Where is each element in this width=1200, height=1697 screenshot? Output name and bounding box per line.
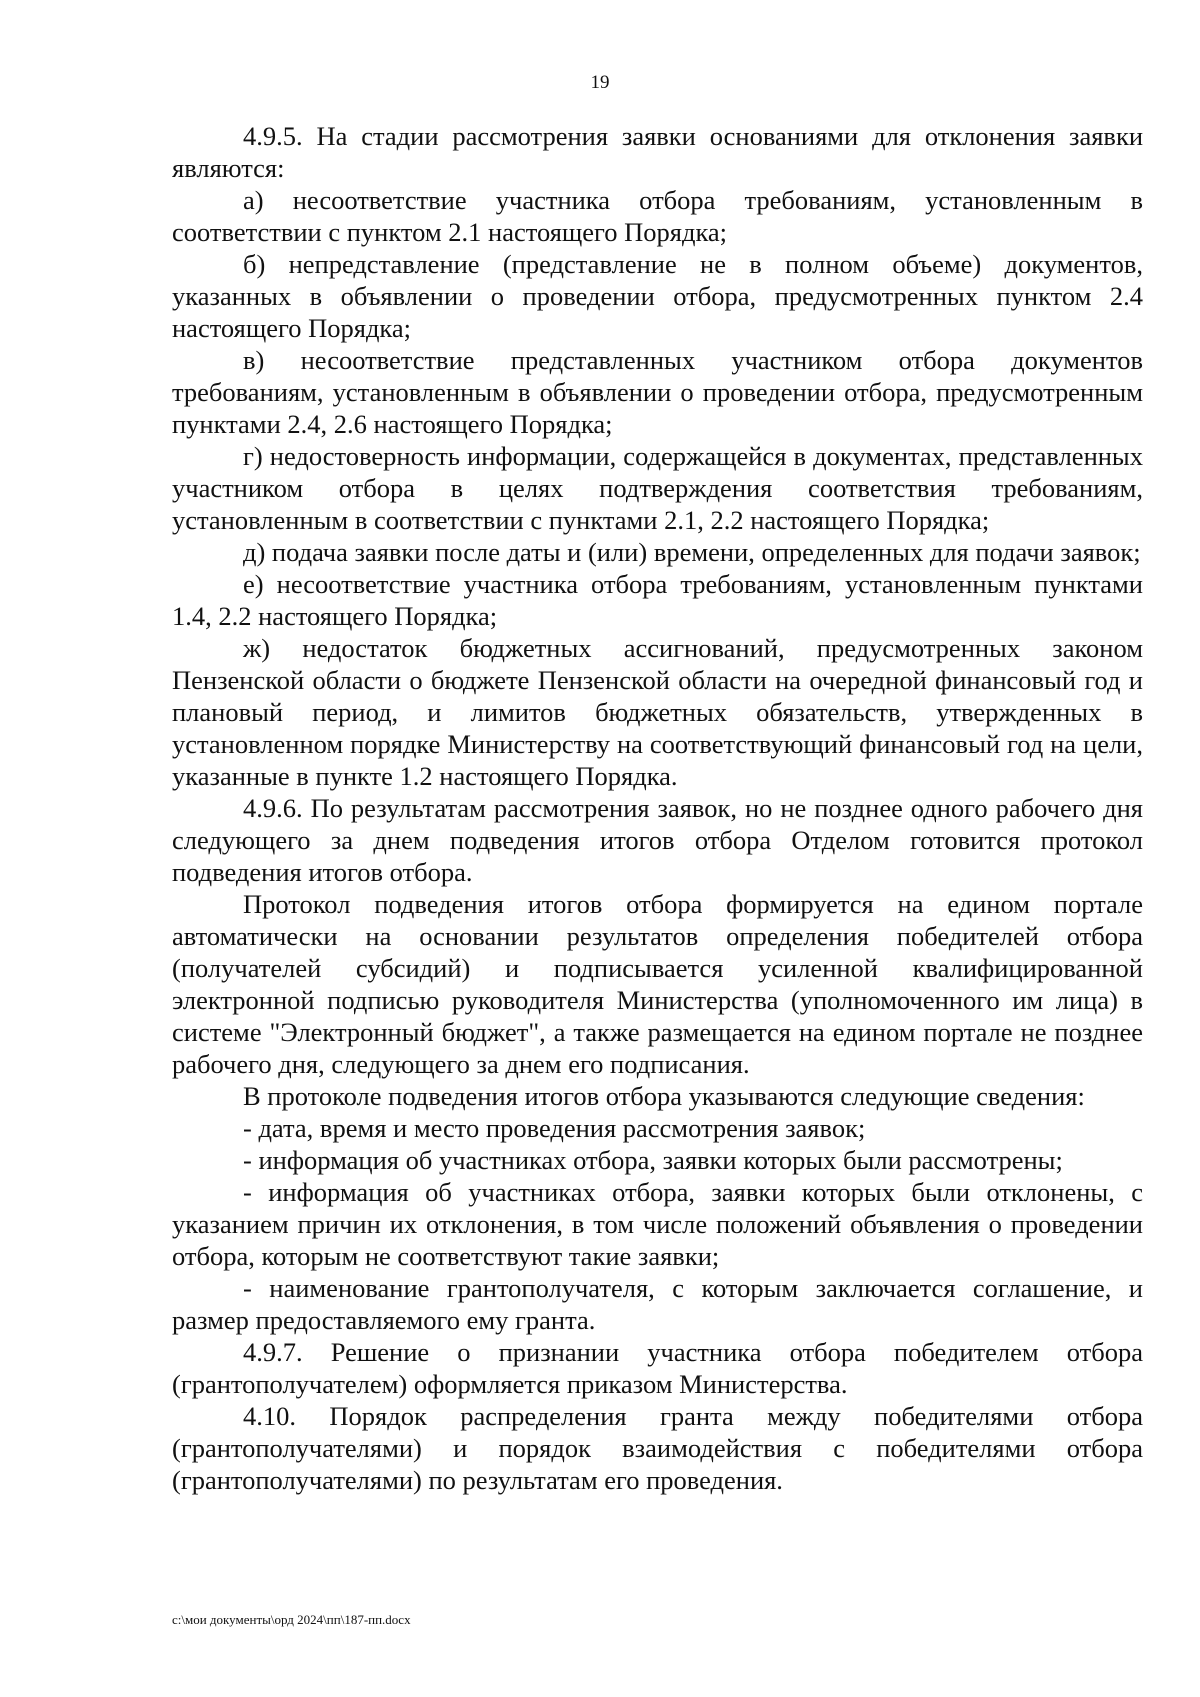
dash-item-rejected: - информация об участниках отбора, заявки которых были отклонены, с указанием причин их отклонения, в том числе положений объявления о проведении отбора, которым не соответствуют такие заявки; bbox=[172, 1177, 1143, 1271]
paragraph-4-9-7: 4.9.7. Решение о признании участника отбора победителем отбора (грантополучателем) оформляется приказом Министерства. bbox=[172, 1337, 1143, 1399]
paragraph-protocol: Протокол подведения итогов отбора формируется на едином портале автоматически на основании результатов определения победителей отбора (получателей субсидий) и подписывается усиленной квалифицированной электронной подписью руководителя Министерства (уполномоченного им лица) в системе "Электронный бюджет", а также размещается на едином портале не позднее рабочего дня, следующего за днем его подписания. bbox=[172, 889, 1143, 1079]
list-item-e: е) несоответствие участника отбора требованиям, установленным пунктами 1.4, 2.2 настоящего Порядка; bbox=[172, 569, 1143, 631]
document-body bbox=[172, 120, 1143, 1496]
list-item-a: а) несоответствие участника отбора требованиям, установленным в соответствии с пунктом 2.1 настоящего Порядка; bbox=[172, 185, 1143, 247]
dash-item-date: - дата, время и место проведения рассмотрения заявок; bbox=[243, 1113, 866, 1143]
paragraph-4-9-5: 4.9.5. На стадии рассмотрения заявки основаниями для отклонения заявки являются: bbox=[172, 121, 1143, 183]
paragraph-4-9-6: 4.9.6. По результатам рассмотрения заявок, но не позднее одного рабочего дня следующего за днем подведения итогов отбора Отделом готовится протокол подведения итогов отбора. bbox=[172, 793, 1143, 887]
page-number: 19 bbox=[590, 72, 610, 93]
list-item-g: г) недостоверность информации, содержащейся в документах, представленных участником отбора в целях подтверждения соответствия требованиям, установленным в соответствии с пунктами 2.1, 2.2 настоящего Порядка; bbox=[172, 441, 1143, 535]
paragraph-4-10: 4.10. Порядок распределения гранта между победителями отбора (грантополучателями) и порядок взаимодействия с победителями отбора (грантополучателями) по результатам его проведения. bbox=[172, 1401, 1143, 1495]
dash-item-reviewed: - информация об участниках отбора, заявки которых были рассмотрены; bbox=[243, 1145, 1063, 1175]
list-item-d: д) подача заявки после даты и (или) времени, определенных для подачи заявок; bbox=[243, 537, 1141, 567]
paragraph-protocol-contents: В протоколе подведения итогов отбора указываются следующие сведения: bbox=[243, 1081, 1085, 1111]
footer-file-path: c:\мои документы\орд 2024\пп\187-пп.docx bbox=[172, 1612, 411, 1627]
dash-item-grantee: - наименование грантополучателя, с которым заключается соглашение, и размер предоставляемого ему гранта. bbox=[172, 1273, 1143, 1335]
list-item-b: б) непредставление (представление не в полном объеме) документов, указанных в объявлении о проведении отбора, предусмотренных пунктом 2.4 настоящего Порядка; bbox=[172, 249, 1143, 343]
list-item-v: в) несоответствие представленных участником отбора документов требованиям, установленным в объявлении о проведении отбора, предусмотренным пунктами 2.4, 2.6 настоящего Порядка; bbox=[172, 345, 1143, 439]
list-item-zh: ж) недостаток бюджетных ассигнований, предусмотренных законом Пензенской области о бюджете Пензенской области на очередной финансовый год и плановый период, и лимитов бюджетных обязательств, утвержденных в установленном порядке Министерству на соответствующий финансовый год на цели, указанные в пункте 1.2 настоящего Порядка. bbox=[172, 633, 1143, 791]
